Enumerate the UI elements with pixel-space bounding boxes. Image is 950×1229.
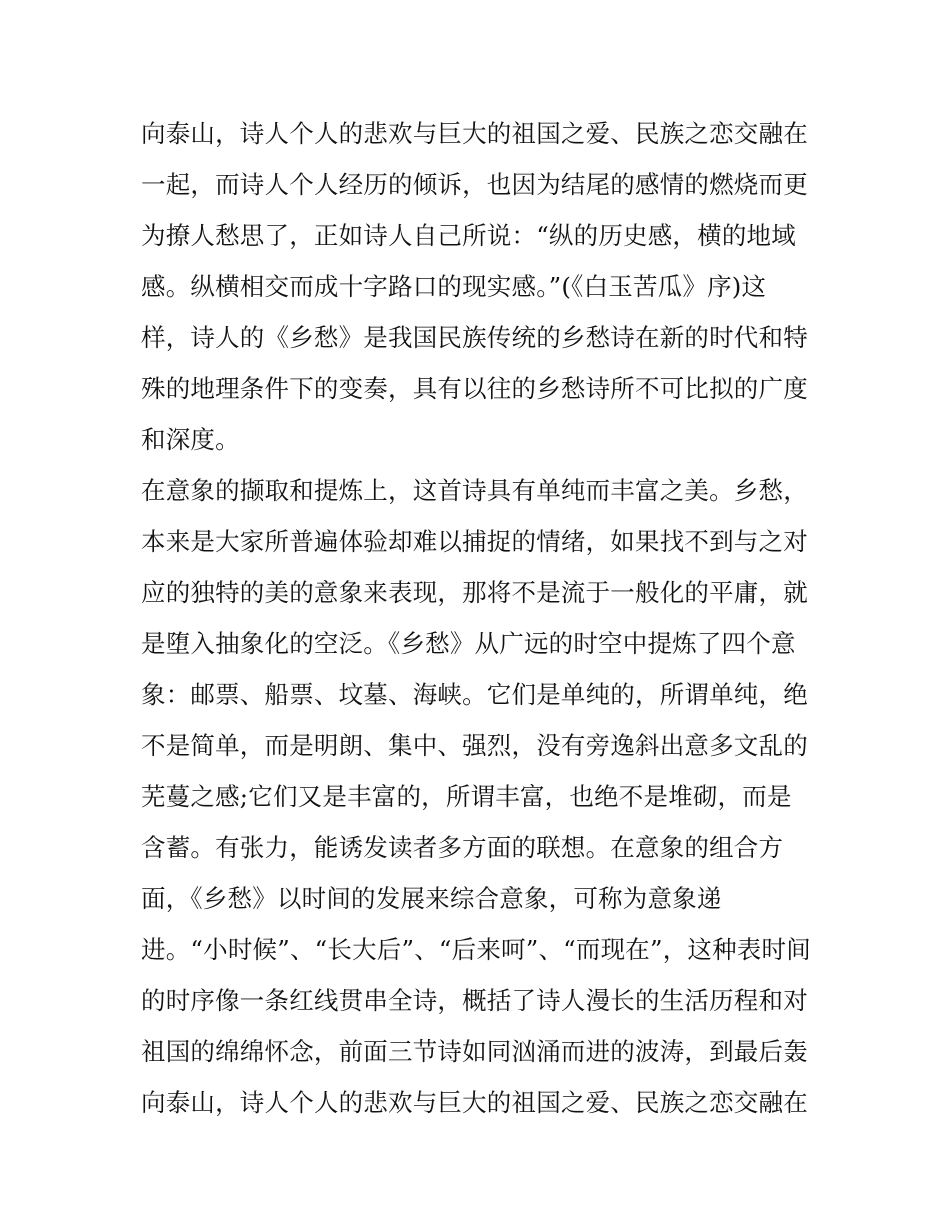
text-line: 为撩人愁思了，正如诗人自己所说：“纵的历史感，横的地域	[141, 221, 796, 250]
text-line: 不是简单，而是明朗、集中、强烈，没有旁逸斜出意多文乱的	[141, 731, 808, 760]
text-line: 殊的地理条件下的变奏，具有以往的乡愁诗所不可比拟的广度	[141, 374, 808, 403]
text-line: 是堕入抽象化的空泛。《乡愁》从广远的时空中提炼了四个意	[141, 629, 796, 658]
text-line: 向泰山，诗人个人的悲欢与巨大的祖国之爱、民族之恋交融在	[141, 119, 808, 148]
text-line: 感。纵横相交而成十字路口的现实感。”(《白玉苦瓜》序)这	[141, 272, 767, 301]
text-line: 象：邮票、船票、坟墓、海峡。它们是单纯的，所谓单纯，绝	[141, 680, 808, 709]
text-line: 和深度。	[141, 425, 240, 454]
text-line: 进。“小时候”、“长大后”、“后来呵”、“而现在”，这种表时间	[141, 935, 811, 964]
text-line: 的时序像一条红线贯串全诗，概括了诗人漫长的生活历程和对	[141, 986, 808, 1015]
text-line: 面，《乡愁》以时间的发展来综合意象，可称为意象递	[141, 884, 722, 913]
text-line: 含蓄。有张力，能诱发读者多方面的联想。在意象的组合方	[141, 833, 784, 862]
text-line: 芜蔓之感;它们又是丰富的，所谓丰富，也绝不是堆砌，而是	[141, 782, 792, 811]
body-text	[141, 108, 821, 1128]
text-line: 向泰山，诗人个人的悲欢与巨大的祖国之爱、民族之恋交融在	[141, 1088, 808, 1117]
text-line: 祖国的绵绵怀念，前面三节诗如同汹涌而进的波涛，到最后轰	[141, 1037, 808, 1066]
text-line: 应的独特的美的意象来表现，那将不是流于一般化的平庸，就	[141, 578, 808, 607]
text-line: 在意象的撷取和提炼上，这首诗具有单纯而丰富之美。乡愁，	[141, 476, 808, 505]
text-line: 样，诗人的《乡愁》是我国民族传统的乡愁诗在新的时代和特	[141, 323, 808, 352]
text-line: 一起，而诗人个人经历的倾诉，也因为结尾的感情的燃烧而更	[141, 170, 808, 199]
text-line: 本来是大家所普遍体验却难以捕捉的情绪，如果找不到与之对	[141, 527, 808, 556]
